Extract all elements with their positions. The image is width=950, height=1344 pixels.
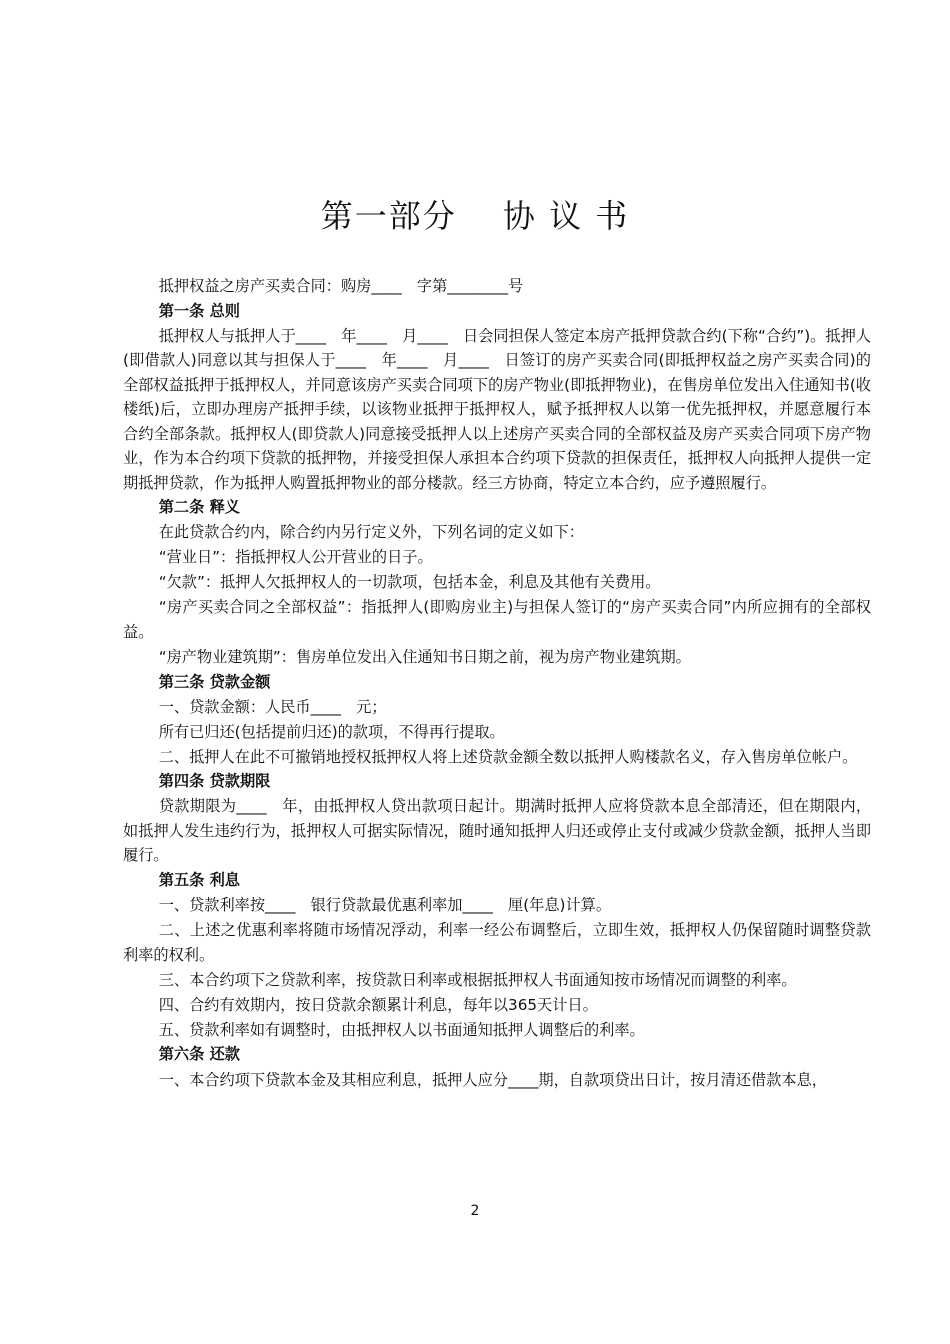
- paragraph: 一、贷款利率按____ 银行贷款最优惠利率加____ 厘(年息)计算。: [158, 896, 612, 915]
- paragraph: 四、合约有效期内，按日贷款余额累计利息，每年以365天计日。: [158, 995, 598, 1014]
- article-heading: 第五条 利息: [158, 870, 240, 889]
- article-heading: 第二条 释义: [158, 498, 240, 517]
- paragraph: 五、贷款利率如有调整时，由抵押权人以书面通知抵押人调整后的利率。: [158, 1020, 645, 1039]
- page-number: 2: [470, 1203, 480, 1219]
- paragraph: “房产买卖合同之全部权益”：指抵押人(即购房业主)与担保人签订的“房产买卖合同”内所应拥有的全部权益。: [123, 598, 871, 641]
- document-body: [123, 274, 871, 1092]
- paragraph: 在此贷款合约内，除合约内另行定义外，下列名词的定义如下：: [158, 523, 584, 542]
- article-heading: 第四条 贷款期限: [158, 772, 271, 791]
- article-heading: 第三条 贷款金额: [158, 672, 271, 691]
- page-title: 第一部分 协 议 书: [320, 197, 630, 235]
- paragraph: 贷款期限为____ 年，由抵押权人贷出款项日起计。期满时抵押人应将贷款本息全部清还，但在期限内，如抵押人发生违约行为，抵押权人可据实际情况，随时通知抵押人归还或停止支付或减少贷款金额，抵押人当即履行。: [123, 797, 871, 865]
- paragraph: 所有已归还(包括提前归还)的款项，不得再行提取。: [158, 722, 505, 741]
- paragraph: 三、本合约项下之贷款利率，按贷款日利率或根据抵押权人书面通知按市场情况而调整的利率。: [158, 970, 797, 989]
- paragraph: 一、本合约项下贷款本金及其相应利息，抵押人应分____期，自款项贷出日计，按月清还借款本息，: [158, 1070, 827, 1089]
- paragraph: “营业日”：指抵押权人公开营业的日子。: [158, 548, 433, 567]
- article-heading: 第一条 总则: [158, 301, 240, 320]
- paragraph: “房产物业建筑期”：售房单位发出入住通知书日期之前，视为房产物业建筑期。: [158, 648, 691, 667]
- paragraph: 二、上述之优惠利率将随市场情况浮动，利率一经公布调整后，立即生效，抵押权人仍保留随时调整贷款利率的权利。: [123, 921, 871, 964]
- paragraph: “欠款”：抵押人欠抵押权人的一切款项，包括本金，利息及其他有关费用。: [158, 573, 661, 592]
- paragraph: 一、贷款金额：人民币____ 元；: [158, 697, 387, 716]
- paragraph: 抵押权益之房产买卖合同：购房____ 字第________号: [158, 277, 524, 295]
- paragraph: 二、抵押人在此不可撤销地授权抵押权人将上述贷款金额全数以抵押人购楼款名义，存入售房单位帐户。: [158, 747, 858, 766]
- article-heading: 第六条 还款: [158, 1045, 240, 1064]
- paragraph: 抵押权人与抵押人于____ 年____ 月____ 日会同担保人签定本房产抵押贷款合约(下称“合约”)。抵押人(即借款人)同意以其与担保人于____ 年____ 月____ 日签订的房产买卖合同(即抵押权益之房产买卖合同)的全部权益抵押于抵押权人，并同意该房产买卖合同项下的房产物业(即抵押物业)，在售房单位发出入住通知书(收楼纸)后，立即办理房产抵押手续，以该物业抵押于抵押权人，赋予抵押权人以第一优先抵押权，并愿意履行本合约全部条款。抵押权人(即贷款人)同意接受抵押人以上述房产买卖合同的全部权益及房产买卖合同项下房产物业，作为本合约项下贷款的抵押物，并接受担保人承担本合约项下贷款的担保责任，抵押权人向抵押人提供一定期抵押贷款，作为抵押人购置抵押物业的部分楼款。经三方协商，特定立本合约，应予遵照履行。: [123, 326, 871, 492]
